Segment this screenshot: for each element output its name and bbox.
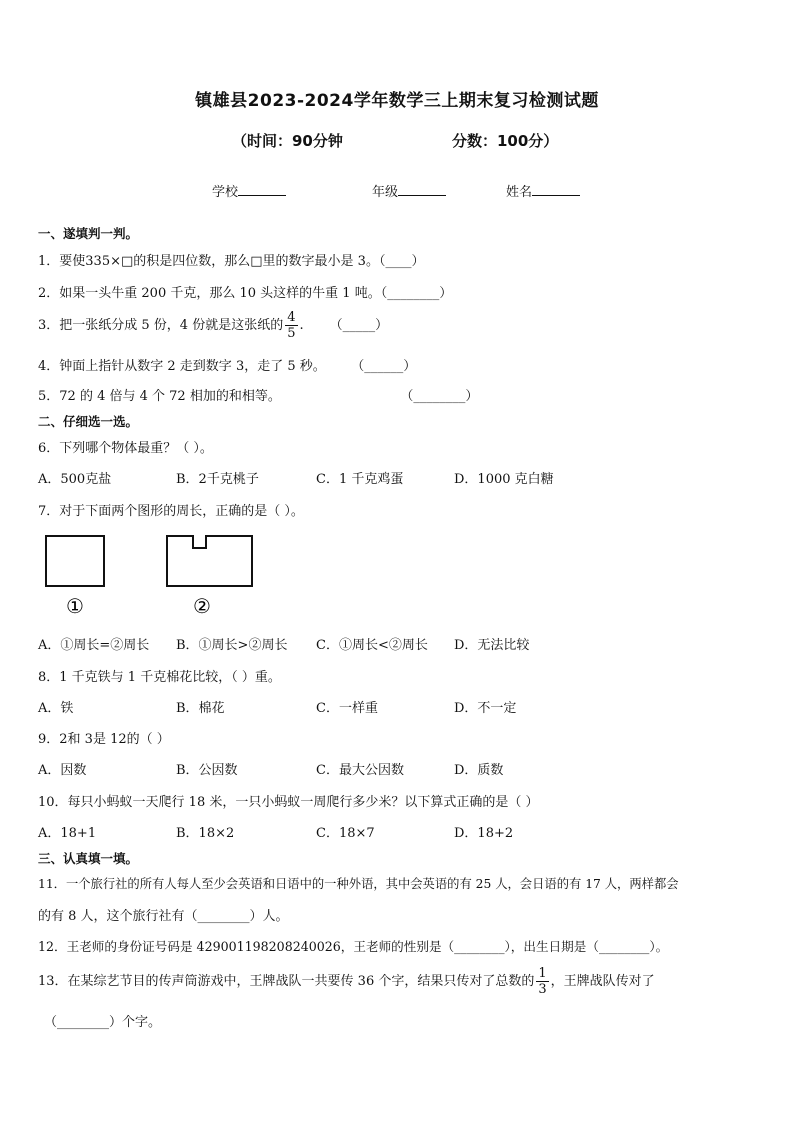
name-field[interactable] [506,181,580,200]
grade-blank[interactable] [398,183,446,196]
question-13-continuation: ，王牌战队传对了 [550,974,655,989]
question-7: 7．对于下面两个图形的周长，正确的是（ ）。 [38,504,304,519]
question-5-text: 5．72 的 4 倍与 4 个 72 相加的和相等。 [38,389,281,404]
q9-option-a[interactable]: A．因数 [38,763,87,778]
fraction-numerator: 4 [287,310,296,325]
name-label: 姓名 [506,185,533,200]
q10-option-d[interactable]: D．18+2 [454,826,514,841]
q6-option-b[interactable]: B．2千克桃子 [176,472,259,487]
question-12[interactable]: 12．王老师的身份证号码是 429001198208240026，王老师的性别是（________），出生日期是（________）。 [38,939,669,954]
page-title: 镇雄县2023-2024学年数学三上期末复习检测试题 [195,91,599,111]
figure-1-rectangle [46,536,104,586]
figure-1-label: ① [66,594,84,618]
q9-option-c[interactable]: C．最大公因数 [316,763,404,778]
question-13-line-2[interactable]: （________）个字。 [44,1015,162,1030]
question-11-line-2[interactable]: 的有 8 人，这个旅行社有（________）人。 [38,909,289,924]
q7-option-c[interactable]: C．①周长<②周长 [316,638,428,653]
section-3-heading: 三、认真填一填。 [38,851,139,866]
question-2: 2．如果一头牛重 200 千克，那么 10 头这样的牛重 1 吨。（________） [38,286,453,301]
question-4-blank[interactable]: （______） [357,359,417,374]
question-3-punct: . [299,318,304,333]
q6-option-c[interactable]: C．1 千克鸡蛋 [316,472,404,487]
q10-option-b[interactable]: B．18×2 [176,826,235,841]
section-2-heading: 二、仔细选一选。 [38,414,139,429]
grade-field[interactable] [372,181,446,200]
question-3-text: 3．把一张纸分成 5 份，4 份就是这张纸的 [38,318,284,333]
figure-2-label: ② [193,594,211,618]
q10-option-c[interactable]: C．18×7 [316,826,375,841]
question-8: 8．1 千克铁与 1 千克棉花比较，（ ）重。 [38,670,281,685]
q7-option-b[interactable]: B．①周长>②周长 [176,638,288,653]
fraction-denominator: 5 [287,326,296,341]
question-13-text: 13．在某综艺节目的传声筒游戏中，王牌战队一共要传 36 个字，结果只传对了总数的 [38,974,535,989]
q7-option-d[interactable]: D．无法比较 [454,638,530,653]
question-5-blank[interactable]: （________） [406,389,479,404]
q8-option-c[interactable]: C．一样重 [316,701,378,716]
question-5 [38,385,478,404]
question-1: 1．要使335×□的积是四位数，那么□里的数字最小是 3。（____） [38,254,425,269]
q9-option-d[interactable]: D．质数 [454,763,504,778]
fraction-one-third [536,966,548,997]
figure-2-notched-rectangle [167,536,252,586]
q8-option-a[interactable]: A．铁 [38,701,74,716]
question-4 [38,355,416,374]
question-3-blank[interactable]: （_____） [329,318,389,333]
question-10: 10．每只小蚂蚁一天爬行 18 米，一只小蚂蚁一周爬行多少米？以下算式正确的是（ ） [38,795,539,810]
school-blank[interactable] [238,183,286,196]
q8-option-b[interactable]: B．棉花 [176,701,225,716]
question-13 [38,966,655,997]
question-3 [38,310,388,341]
fraction-denominator: 3 [538,982,547,997]
perimeter-figures [40,532,270,622]
question-11-line-1: 11．一个旅行社的所有人每人至少会英语和日语中的一种外语，其中会英语的有 25 人，会日语的有 17 人，两样都会 [38,877,679,891]
school-field[interactable] [212,181,286,200]
exam-score: 分数：100分） [452,132,559,150]
q7-option-a[interactable]: A．①周长=②周长 [38,638,150,653]
grade-label: 年级 [372,185,399,200]
section-1-heading: 一、遂填判一判。 [38,226,139,241]
q6-option-a[interactable]: A．500克盐 [38,472,112,487]
q10-option-a[interactable]: A．18+1 [38,826,97,841]
fraction-numerator: 1 [538,966,547,981]
name-blank[interactable] [532,183,580,196]
q6-option-d[interactable]: D．1000 克白糖 [454,472,554,487]
question-6: 6．下列哪个物体最重？（ ）。 [38,441,213,456]
question-9: 9．2和 3是 12的（ ） [38,732,170,747]
school-label: 学校 [212,185,239,200]
question-4-text: 4．钟面上指针从数字 2 走到数字 3，走了 5 秒。 [38,359,326,374]
q9-option-b[interactable]: B．公因数 [176,763,238,778]
exam-time: （时间：90分钟 [232,132,343,150]
fraction-four-fifths [285,310,297,341]
q8-option-d[interactable]: D．不一定 [454,701,517,716]
